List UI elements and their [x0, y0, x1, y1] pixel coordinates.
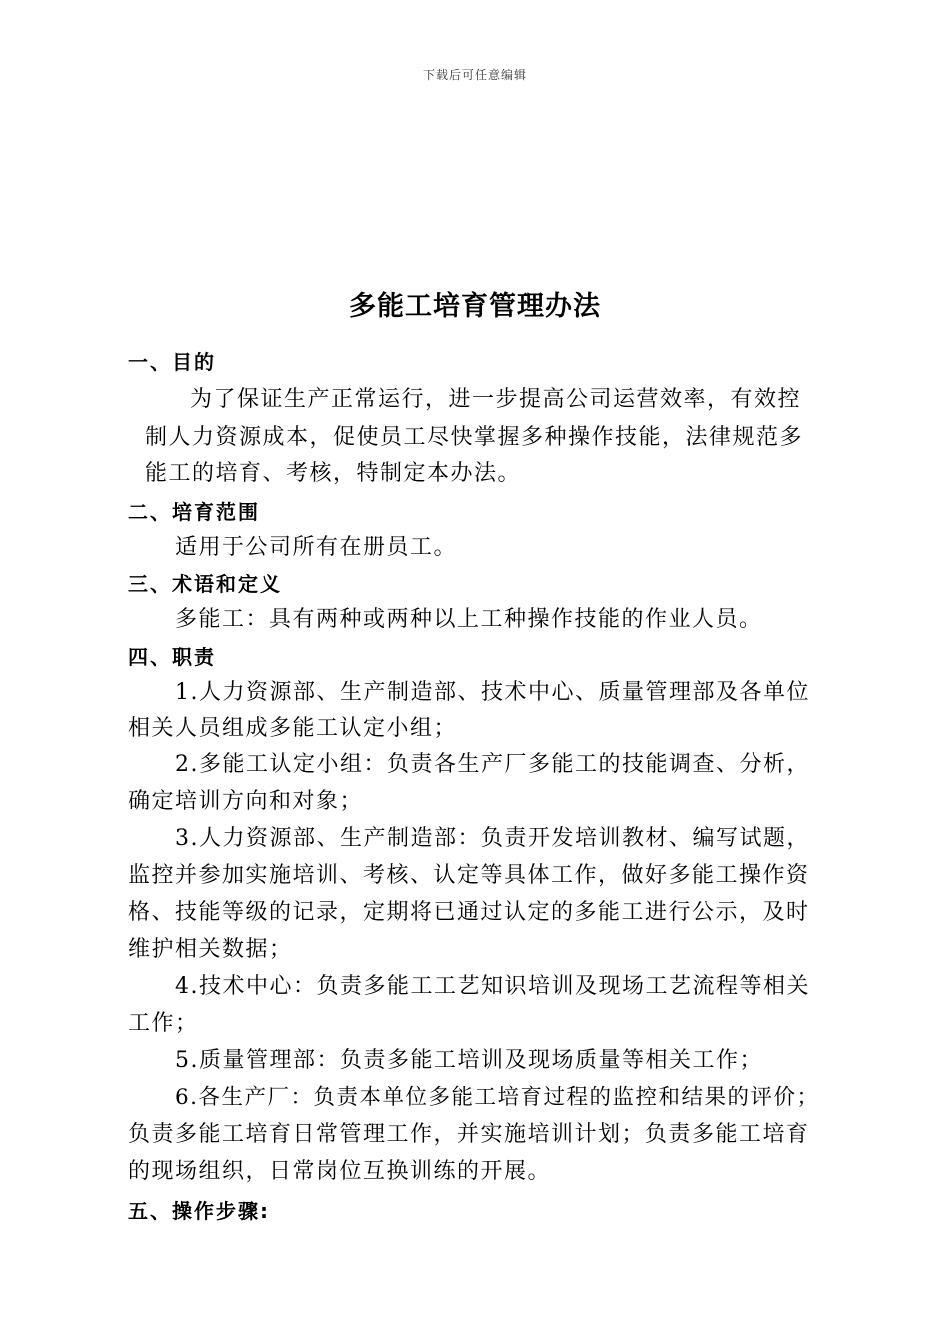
- paragraph-line: 的现场组织，日常岗位互换训练的开展。: [128, 1159, 552, 1184]
- paragraph-line: 4.技术中心：负责多能工工艺知识培训及现场工艺流程等相关: [175, 974, 810, 999]
- section-heading-terms: 三、术语和定义: [128, 572, 282, 596]
- paragraph-line: 多能工：具有两种或两种以上工种操作技能的作业人员。: [175, 607, 763, 632]
- document-title: 多能工培育管理办法: [349, 291, 601, 322]
- section-heading-responsibilities: 四、职责: [128, 645, 216, 669]
- paragraph-line: 1.人力资源部、生产制造部、技术中心、质量管理部及各单位: [175, 680, 810, 705]
- paragraph-line: 能工的培育、考核，特制定本办法。: [145, 461, 522, 486]
- paragraph-line: 5.质量管理部：负责多能工培训及现场质量等相关工作；: [175, 1048, 763, 1073]
- paragraph-line: 3.人力资源部、生产制造部：负责开发培训教材、编写试题，: [175, 826, 810, 851]
- paragraph-line: 为了保证生产正常运行，进一步提高公司运营效率，有效控: [190, 387, 802, 412]
- paragraph-line: 2.多能工认定小组：负责各生产厂多能工的技能调查、分析，: [175, 752, 810, 777]
- paragraph-line: 制人力资源成本，促使员工尽快掌握多种操作技能，法律规范多: [145, 425, 804, 450]
- paragraph-line: 格、技能等级的记录，定期将已通过认定的多能工进行公示，及时: [128, 900, 810, 925]
- paragraph-line: 工作；: [128, 1011, 199, 1036]
- paragraph-line: 适用于公司所有在册员工。: [175, 535, 458, 560]
- paragraph-line: 负责多能工培育日常管理工作，并实施培训计划；负责多能工培育: [128, 1122, 810, 1147]
- section-heading-procedure: 五、操作步骤:: [128, 1199, 270, 1223]
- paragraph-line: 监控并参加实施培训、考核、认定等具体工作，做好多能工操作资: [128, 863, 810, 888]
- header-note: 下载后可任意编辑: [422, 68, 527, 82]
- paragraph-line: 确定培训方向和对象；: [128, 789, 364, 814]
- section-heading-scope: 二、培育范围: [128, 500, 260, 524]
- paragraph-line: 6.各生产厂：负责本单位多能工培育过程的监控和结果的评价；: [175, 1085, 820, 1110]
- section-heading-purpose: 一、目的: [128, 350, 216, 374]
- paragraph-line: 维护相关数据；: [128, 937, 293, 962]
- paragraph-line: 相关人员组成多能工认定小组；: [128, 716, 458, 741]
